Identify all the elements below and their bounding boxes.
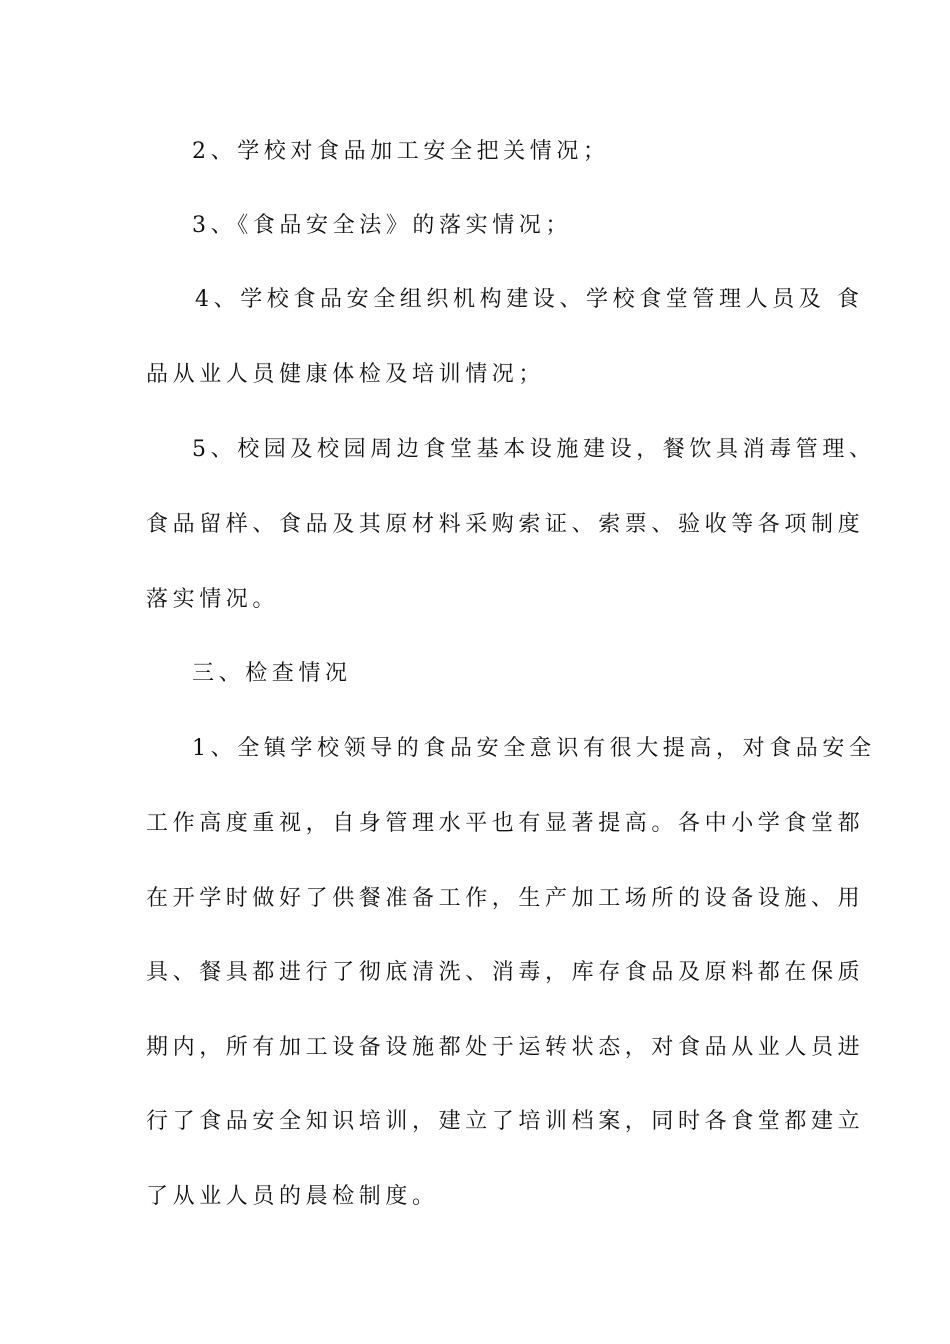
paragraph-line-1: 1、全镇学校领导的食品安全意识有很大提高，对食品安全 [192, 736, 876, 761]
list-item-5-line-2: 食品留样、食品及其原材料采购索证、索票、验收等各项制度 [146, 512, 865, 537]
list-item-5-line-3: 落实情况。 [146, 587, 280, 612]
paragraph-line-4: 具、餐具都进行了彻底清洗、消毒，库存食品及原料都在保质 [146, 960, 865, 985]
paragraph-line-7: 了从业人员的晨检制度。 [146, 1184, 439, 1209]
list-item-4-line-2: 品从业人员健康体检及培训情况； [146, 362, 546, 387]
paragraph-line-3: 在开学时做好了供餐准备工作，生产加工场所的设备设施、用 [146, 886, 865, 911]
paragraph-line-6: 行了食品安全知识培训，建立了培训档案，同时各食堂都建立 [146, 1109, 865, 1134]
list-item-4-line-1: 4、学校食品安全组织机构建设、学校食堂管理人员及 食 [195, 287, 864, 312]
list-item-2: 2、学校对食品加工安全把关情况； [192, 139, 610, 164]
paragraph-line-2: 工作高度重视，自身管理水平也有显著提高。各中小学食堂都 [146, 811, 865, 836]
list-item-3: 3、《食品安全法》的落实情况； [192, 213, 572, 238]
paragraph-line-5: 期内，所有加工设备设施都处于运转状态，对食品从业人员进 [146, 1035, 865, 1060]
list-item-5-line-1: 5、校园及校园周边食堂基本设施建设，餐饮具消毒管理、 [192, 437, 876, 462]
section-heading: 三、检查情况 [192, 661, 352, 686]
